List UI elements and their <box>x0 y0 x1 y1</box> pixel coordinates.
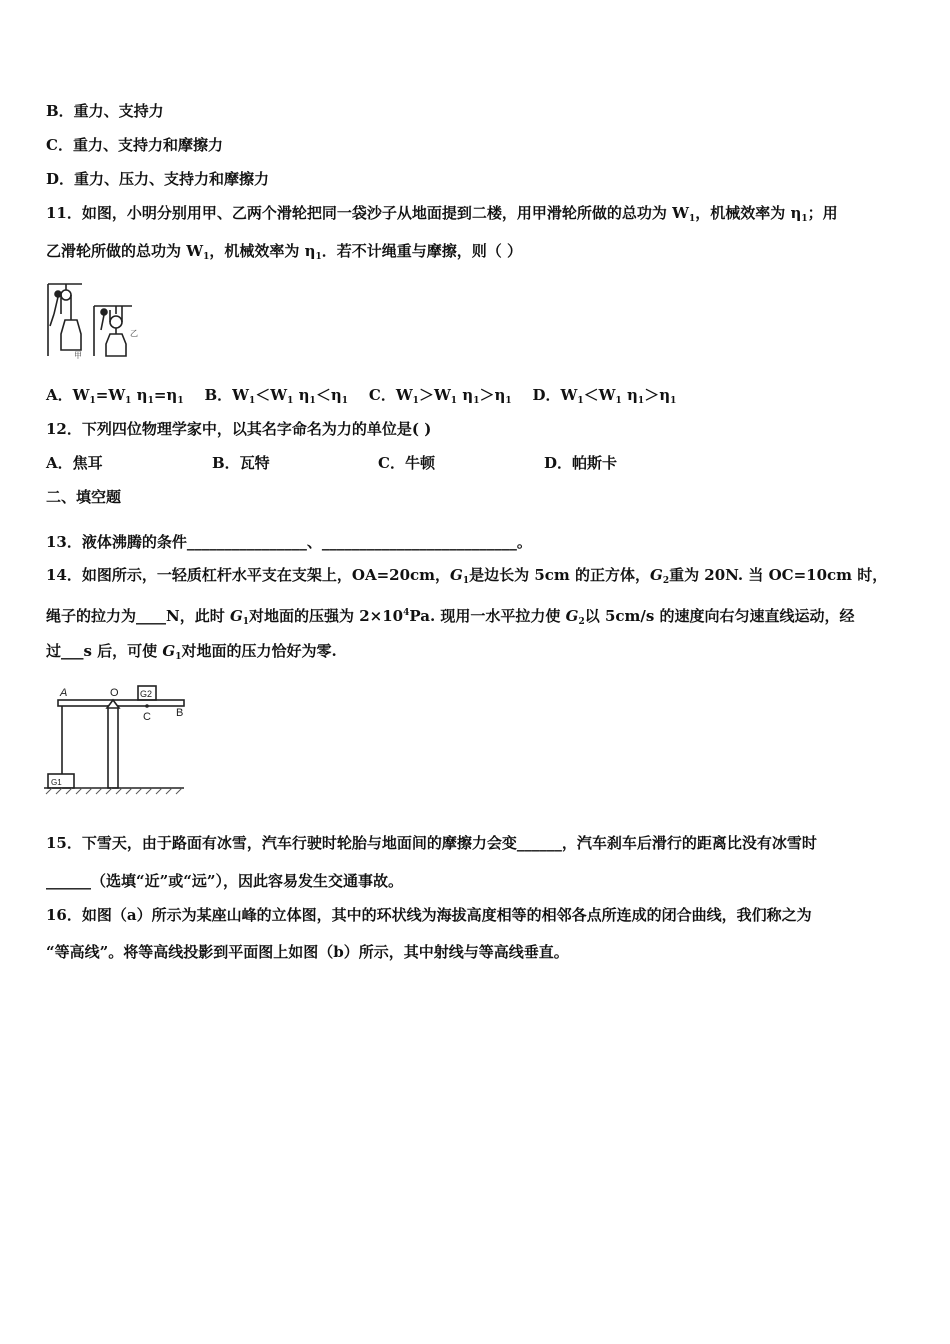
lever-label-g2: G2 <box>140 689 153 699</box>
fig-label-jia: 甲 <box>74 351 82 360</box>
q11-stem-line1: 11．如图，小明分别用甲、乙两个滑轮把同一袋沙子从地面提到二楼，用甲滑轮所做的总功为 $W_1$，机械效率为 $\eta_1$；用 <box>46 204 838 224</box>
q12-options <box>46 452 746 474</box>
lever-label-o: O <box>110 687 119 699</box>
q12-option-d: D．帕斯卡 <box>544 454 618 472</box>
q14-line1: 14．如图所示，一轻质杠杆水平支在支架上，OA=20cm，$G_1$是边长为 5cm 的正方体，$G_2$重为 20N. 当 OC=10cm 时， <box>46 566 888 586</box>
lever-label-c: C <box>143 711 151 723</box>
q15-line2: ______（选填“近”或“远”），因此容易发生交通事故。 <box>46 872 404 890</box>
q11-stem-line2: 乙滑轮所做的总功为 $W_1$，机械效率为 $\eta_1$．若不计绳重与摩擦，则（ ） <box>46 242 522 262</box>
q12-option-c: C．牛顿 <box>378 454 435 472</box>
q12-option-b: B．瓦特 <box>212 454 270 472</box>
q10-option-c: C．重力、支持力和摩擦力 <box>46 136 223 154</box>
q12-option-a: A．焦耳 <box>46 454 103 472</box>
q10-option-b: B．重力、支持力 <box>46 102 164 120</box>
lever-label-a: A <box>60 687 68 699</box>
q11-options <box>46 384 676 412</box>
q14-line2: 绳子的拉力为____N，此时 $G_1$对地面的压强为 $2\times 10^4Pa$. 现用一水平拉力使 $G_2$以 5cm/s 的速度向右匀速直线运动，经 <box>46 607 855 627</box>
q11-option-c: C．$W_1>W_1$ $\eta_1>\eta_1$ <box>368 386 512 406</box>
q11-option-d: D．$W_1<W_1$ $\eta_1>\eta_1$ <box>532 386 677 406</box>
q12-stem: 12．下列四位物理学家中，以其名字命名为力的单位是( ) <box>46 420 432 438</box>
q15-line1: 15．下雪天，由于路面有冰雪，汽车行驶时轮胎与地面间的摩擦力会变______，汽车刹车后滑行的距离比没有冰雪时 <box>46 834 817 852</box>
q11-option-a: A．$W_1=W_1$ $\eta_1=\eta_1$ <box>46 386 184 406</box>
q16-line1: 16．如图（a）所示为某座山峰的立体图，其中的环状线为海拔高度相等的相邻各点所连成的闭合曲线，我们称之为 <box>46 906 812 924</box>
lever-label-g1: G1 <box>51 778 62 787</box>
pulley-figure <box>44 274 140 360</box>
q16-line2: “等高线”。将等高线投影到平面图上如图（b）所示，其中射线与等高线垂直。 <box>46 943 569 961</box>
q13-stem: 13．液体沸腾的条件________________、__________________________。 <box>46 533 532 551</box>
fig-label-yi: 乙 <box>130 329 138 338</box>
q11-option-b: B．$W_1<W_1$ $\eta_1<\eta_1$ <box>204 386 348 406</box>
section-heading-fill-in: 二、填空题 <box>46 488 122 506</box>
lever-label-b: B <box>176 707 184 719</box>
q10-option-d: D．重力、压力、支持力和摩擦力 <box>46 170 270 188</box>
q14-line3: 过___s 后，可使 $G_1$对地面的压力恰好为零. <box>46 642 337 662</box>
lever-figure <box>44 672 190 798</box>
